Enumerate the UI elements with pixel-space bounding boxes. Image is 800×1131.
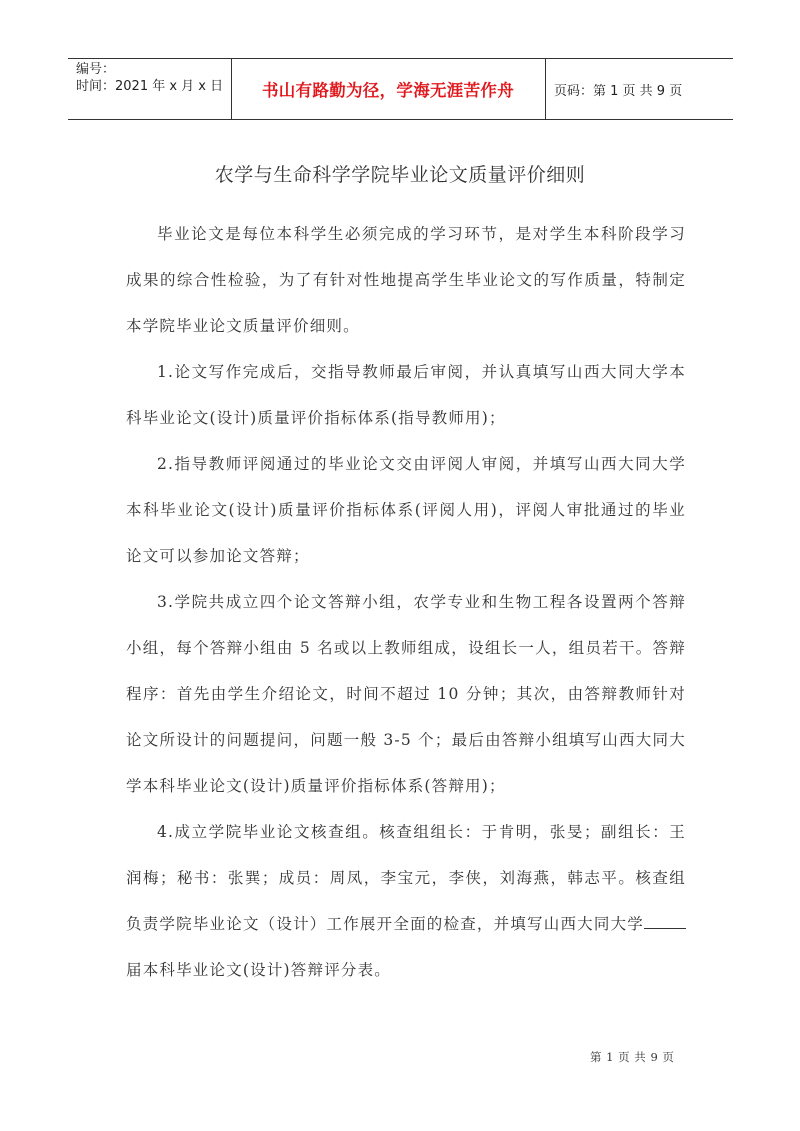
item-1-paragraph: 1.论文写作完成后，交指导教师最后审阅，并认真填写山西大同大学本科毕业论文(设计)质量评价指标体系(指导教师用)；: [126, 363, 686, 427]
header-meta: [76, 61, 236, 95]
fill-in-blank: [644, 914, 686, 929]
page-header: [68, 58, 733, 120]
item-4-paragraph: [126, 809, 686, 993]
item-4-text-end: 届本科毕业论文(设计)答辩评分表。: [126, 961, 391, 979]
header-divider: [545, 59, 546, 119]
number-label: 编号：: [76, 62, 116, 77]
item-3-paragraph: 3.学院共成立四个论文答辩小组，农学专业和生物工程各设置两个答辩小组，每个答辩小组由 5 名或以上教师组成，设组长一人，组员若干。答辩程序：首先由学生介绍论文，时间不超过 10 分钟；其次，由答辩教师针对论文所设计的问题提问，问题一般 3-5 个；最后由答辩小组填写山西大同大学本科毕业论文(设计)质量评价指标体系(答辩用)；: [126, 593, 686, 795]
header-page-info: 页码：第 1 页 共 9 页: [554, 84, 683, 99]
item-4-text: 4.成立学院毕业论文核查组。核查组组长：于肯明，张旻；副组长：王润梅；秘书：张巽；成员：周凤，李宝元，李侠，刘海燕，韩志平。核查组负责学院毕业论文（设计）工作展开全面的检查，并填写山西大同大学: [126, 823, 686, 933]
time-label: 时间：2021 年 x 月 x 日: [76, 79, 224, 94]
document-body: [126, 211, 686, 993]
header-motto: 书山有路勤为径，学海无涯苦作舟: [262, 81, 514, 100]
document-title: 农学与生命科学学院毕业论文质量评价细则: [214, 164, 586, 186]
page-footer: 第 1 页 共 9 页: [590, 1050, 675, 1064]
intro-paragraph: 毕业论文是每位本科学生必须完成的学习环节，是对学生本科阶段学习成果的综合性检验，为了有针对性地提高学生毕业论文的写作质量，特制定本学院毕业论文质量评价细则。: [126, 225, 686, 335]
item-2-paragraph: 2.指导教师评阅通过的毕业论文交由评阅人审阅，并填写山西大同大学本科毕业论文(设计)质量评价指标体系(评阅人用)，评阅人审批通过的毕业论文可以参加论文答辩；: [126, 455, 686, 565]
